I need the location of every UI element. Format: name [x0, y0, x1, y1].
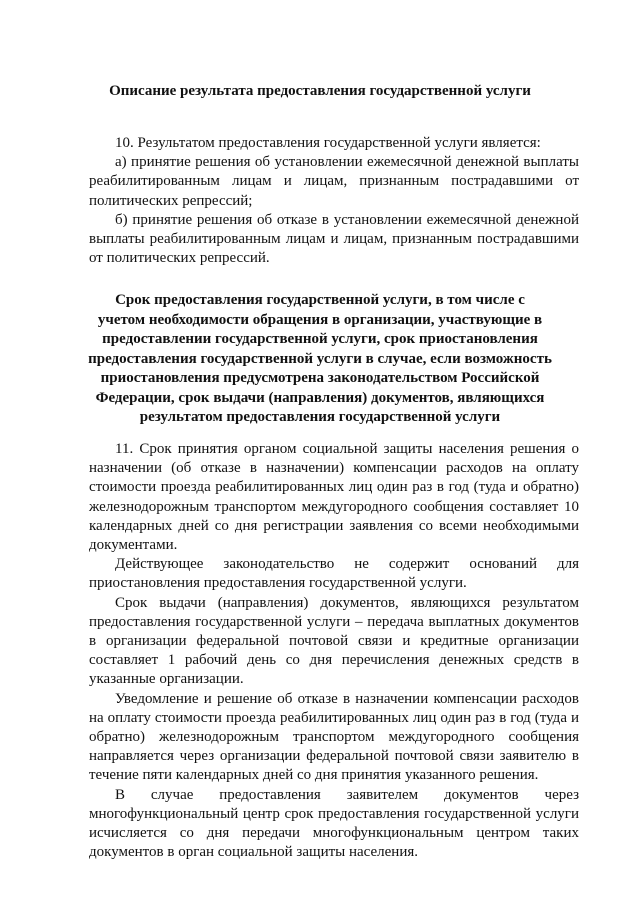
section-2-title-line: предоставлении государственной услуги, срок приостановления — [102, 331, 538, 347]
section-2-title-line: приостановления предусмотрена законодательством Российской — [100, 370, 540, 386]
paragraph-10b: б) принятие решения об отказе в установлении ежемесячной денежной выплаты реабилитированным лицам и лицам, признанным пострадавшими от политических репрессий. — [89, 211, 579, 267]
section-2-title — [0, 291, 640, 428]
section-1-body — [89, 134, 579, 268]
paragraph-no-grounds: Действующее законодательство не содержит оснований для приостановления предоставления государственной услуги. — [89, 556, 579, 592]
paragraph-10a: а) принятие решения об установлении ежемесячной денежной выплаты реабилитированным лицам и лицам, признанным пострадавшими от политических репрессий; — [89, 154, 579, 209]
section-2-title-line: Федерации, срок выдачи (направления) документов, являющихся — [95, 389, 545, 406]
section-2-title-line: предоставления государственной услуги в случае, если возможность — [88, 350, 552, 367]
section-2-title-line: Срок предоставления государственной услуги, в том числе с — [115, 292, 525, 308]
section-2-title-line: учетом необходимости обращения в организации, участвующие в — [97, 311, 543, 328]
paragraph-issue-term: Срок выдачи (направления) документов, являющихся результатом предоставления государственной услуги – передача выплатных документов в организации федеральной почтовой связи и кредитные организации составляет 1 рабочий день со дня перечисления денежных средств в указанные организации. — [89, 594, 579, 688]
section-1-title: Описание результата предоставления государственной услуги — [109, 83, 531, 99]
paragraph-notice: Уведомление и решение об отказе в назначении компенсации расходов на оплату стоимости проезда реабилитированных лиц один раз в год (туда и обратно) железнодорожным транспортом междугородного сообщения направляется через организации федеральной почтовой связи заявителю в течение пяти календарных дней со дня принятия указанного решения. — [89, 690, 579, 784]
paragraph-11: 11. Срок принятия органом социальной защиты населения решения о назначении (об отказе в назначении) компенсации расходов на оплату стоимости проезда реабилитированных лиц один раз в год (туда и обратно) железнодорожным транспортом междугородного сообщения составляет 10 календарных дней со дня регистрации заявления со всеми необходимыми документами. — [89, 441, 579, 554]
section-2-body — [89, 440, 579, 862]
paragraph-mfc: В случае предоставления заявителем документов через многофункциональный центр срок предоставления государственной услуги исчисляется со дня передачи многофункциональным центром таких документов в орган социальной защиты населения. — [89, 786, 579, 861]
paragraph-10: 10. Результатом предоставления государственной услуги является: — [115, 135, 541, 151]
section-2-title-line: результатом предоставления государственной услуги — [139, 409, 501, 425]
